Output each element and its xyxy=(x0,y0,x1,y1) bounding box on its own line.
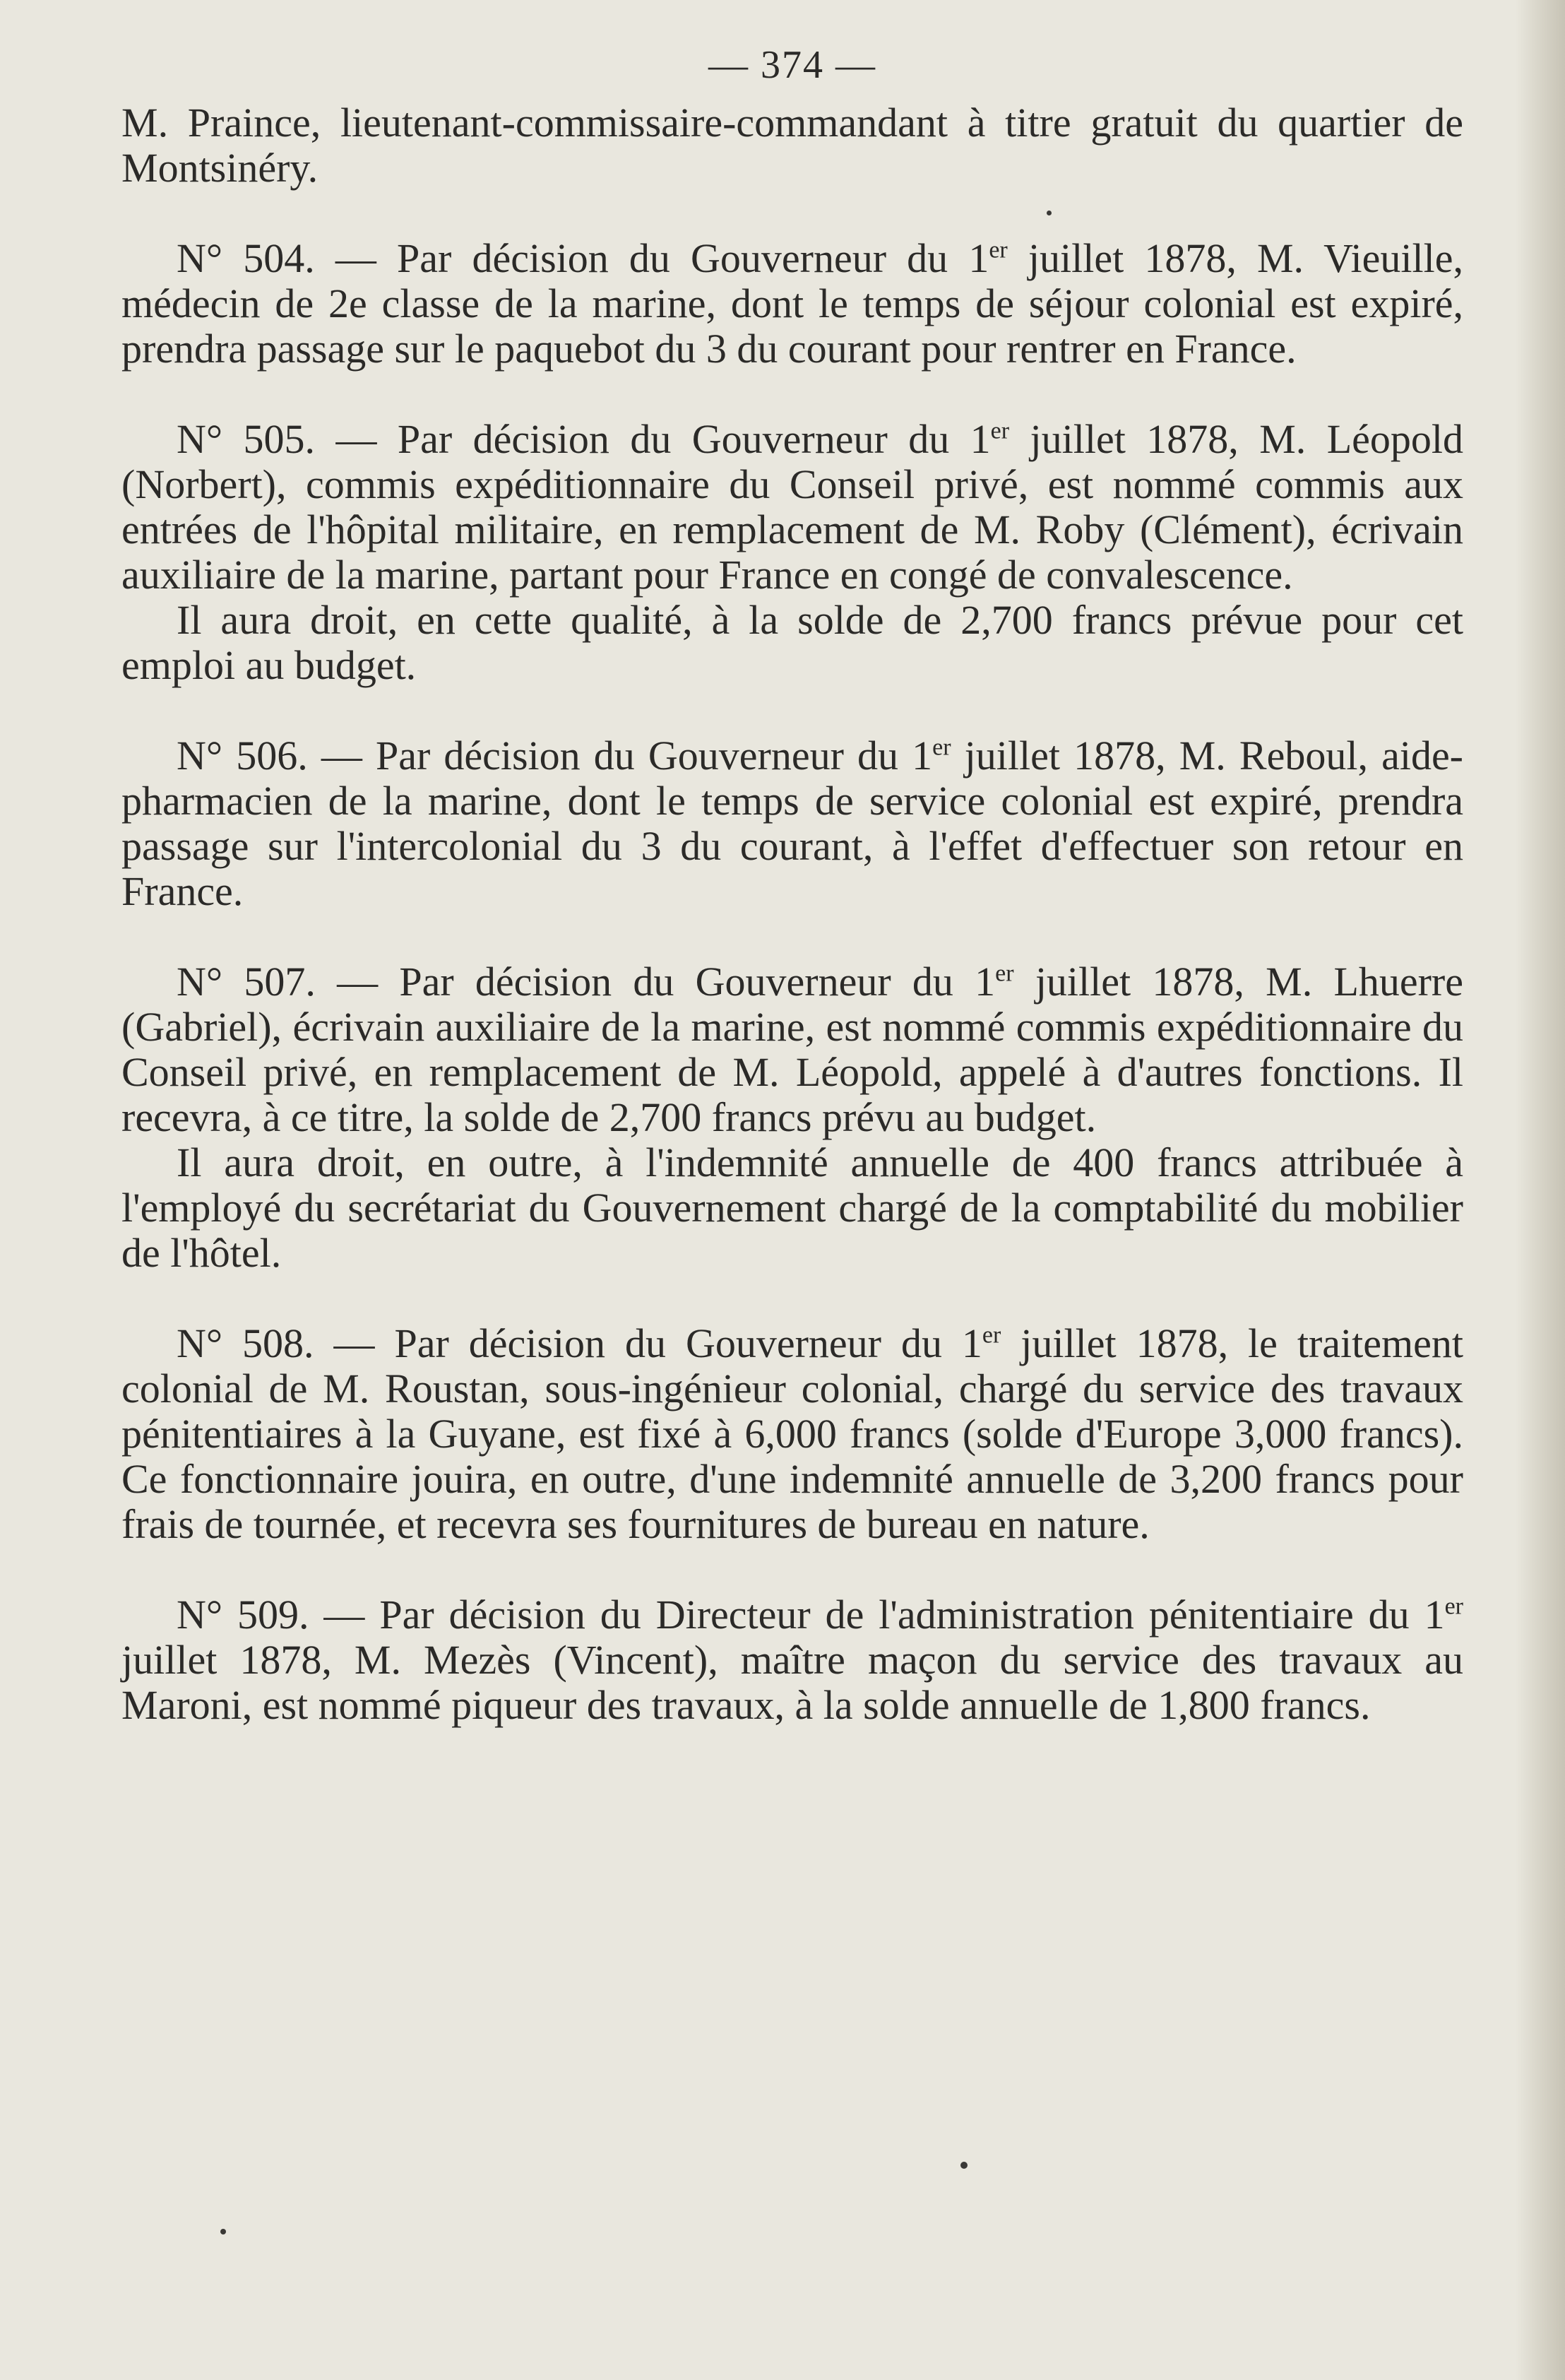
page-number: — 374 — xyxy=(708,43,876,87)
paper-speck xyxy=(220,2229,226,2234)
entry-paragraph: N° 507. — Par décision du Gouverneur du 1er juillet 1878, M. Lhuerre (Gabriel), écrivain auxiliaire de la marine, est nommé commis expéditionnaire du Conseil privé, en remplacement de M. Léopold, appelé à d'autres fonctions. Il recevra, à ce titre, la solde de 2,700 francs prévu au budget. xyxy=(121,959,1463,1140)
decision-entry-507 xyxy=(121,959,1463,1276)
decision-entry-509 xyxy=(121,1592,1463,1728)
intro-paragraph: M. Praince, lieutenant-commissaire-commandant à titre gratuit du quartier de Montsinéry. xyxy=(121,100,1463,191)
entry-number: N° 508. — xyxy=(177,1320,375,1366)
paper-speck xyxy=(960,2162,968,2169)
entry-paragraph: N° 504. — Par décision du Gouverneur du 1er juillet 1878, M. Vieuille, médecin de 2e classe de la marine, dont le temps de séjour colonial est expiré, prendra passage sur le paquebot du 3 du courant pour rentrer en France. xyxy=(121,235,1463,372)
document-page xyxy=(121,42,1463,1728)
entry-paragraph: N° 509. — Par décision du Directeur de l'administration pénitentiaire du 1er juillet 1878, M. Mezès (Vincent), maître maçon du service des travaux au Maroni, est nommé piqueur des travaux, à la solde annuelle de 1,800 francs. xyxy=(121,1592,1463,1728)
entry-number: N° 504. — xyxy=(177,235,376,281)
decision-entry-506 xyxy=(121,733,1463,914)
entry-paragraph: N° 508. — Par décision du Gouverneur du 1er juillet 1878, le traitement colonial de M. Roustan, sous-ingénieur colonial, chargé du service des travaux pénitentiaires à la Guyane, est fixé à 6,000 francs (solde d'Europe 3,000 francs). Ce fonctionnaire jouira, en outre, d'une indemnité annuelle de 3,200 francs pour frais de tournée, et recevra ses fournitures de bureau en nature. xyxy=(121,1320,1463,1547)
decision-entry-508 xyxy=(121,1321,1463,1547)
entry-number: N° 509. — xyxy=(177,1592,365,1638)
entry-continuation: Il aura droit, en outre, à l'indemnité annuelle de 400 francs attribuée à l'employé du secrétariat du Gouvernement chargé de la comptabilité du mobilier de l'hôtel. xyxy=(121,1139,1463,1276)
page-edge-shadow xyxy=(1516,0,1565,2380)
entry-paragraph: N° 506. — Par décision du Gouverneur du 1er juillet 1878, M. Reboul, aide-pharmacien de la marine, dont le temps de service colonial est expiré, prendra passage sur l'intercolonial du 3 du courant, à l'effet d'effectuer son retour en France. xyxy=(121,733,1463,914)
entry-number: N° 506. — xyxy=(177,733,362,778)
entry-number: N° 507. — xyxy=(177,959,379,1005)
decision-entry-505 xyxy=(121,417,1463,688)
entry-continuation: Il aura droit, en cette qualité, à la solde de 2,700 francs prévue pour cet emploi au budget. xyxy=(121,597,1463,688)
decision-entry-504 xyxy=(121,236,1463,372)
entry-paragraph: N° 505. — Par décision du Gouverneur du 1er juillet 1878, M. Léopold (Norbert), commis expéditionnaire du Conseil privé, est nommé commis aux entrées de l'hôpital militaire, en remplacement de M. Roby (Clément), écrivain auxiliaire de la marine, partant pour France en congé de convalescence. xyxy=(121,416,1463,598)
paper-speck xyxy=(1047,211,1052,215)
entry-number: N° 505. — xyxy=(177,416,377,462)
